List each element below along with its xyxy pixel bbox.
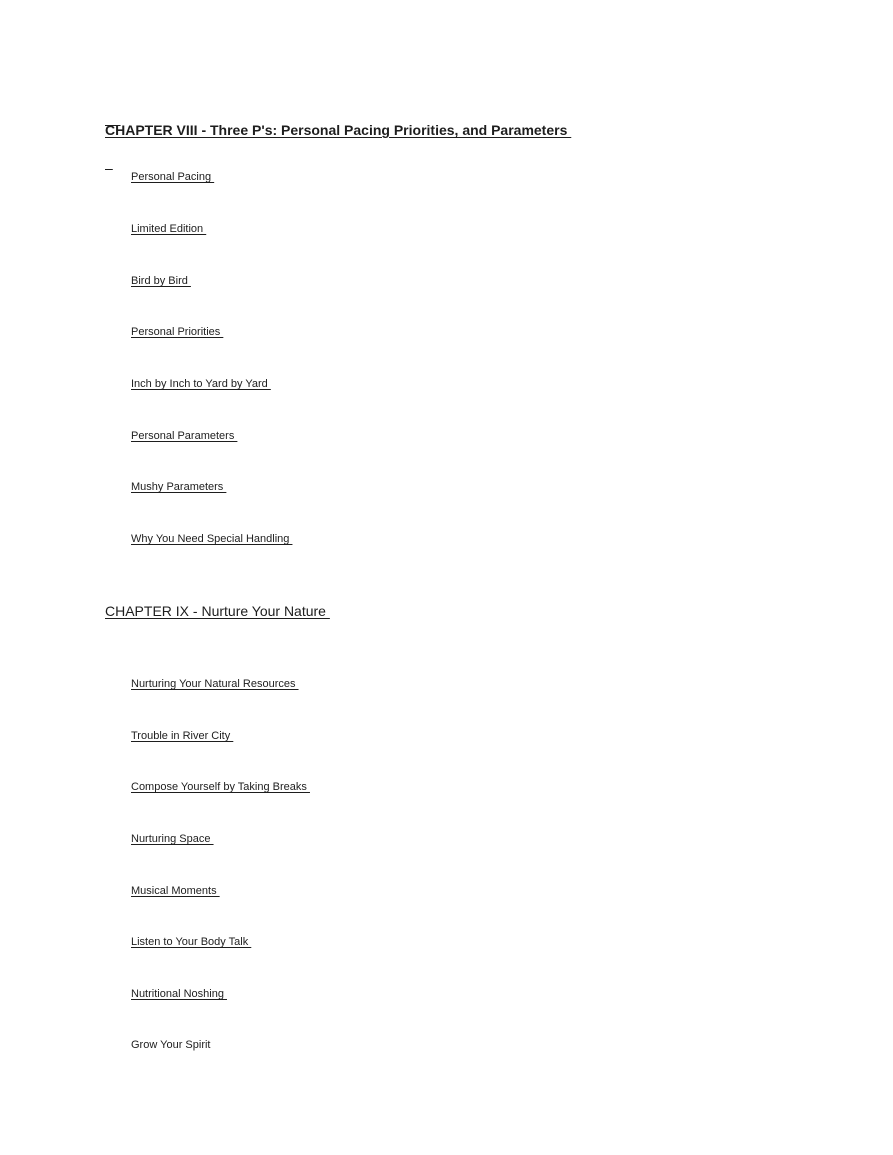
- toc-entry-inch-by-inch[interactable]: Inch by Inch to Yard by Yard: [131, 378, 271, 390]
- toc-entry-personal-priorities[interactable]: Personal Priorities: [131, 326, 224, 338]
- toc-entry-nutritional-noshing[interactable]: Nutritional Noshing: [131, 988, 227, 1000]
- toc-entry-special-handling[interactable]: Why You Need Special Handling: [131, 533, 293, 545]
- toc-entry-personal-pacing[interactable]: Personal Pacing: [131, 171, 215, 183]
- toc-entry-compose-yourself[interactable]: Compose Yourself by Taking Breaks: [131, 781, 310, 793]
- toc-entry-grow-your-spirit[interactable]: Grow Your Spirit: [131, 1039, 211, 1051]
- chapter-viii-title: CHAPTER VIII - Three P's: Personal Pacing Priorities, and Parameters: [105, 122, 572, 138]
- chapter-ix-link[interactable]: CHAPTER IX - Nurture Your Nature: [105, 603, 330, 619]
- toc-entry-mushy-parameters[interactable]: Mushy Parameters: [131, 481, 227, 493]
- toc-entry-musical-moments[interactable]: Musical Moments: [131, 885, 220, 897]
- toc-entry-trouble-river-city[interactable]: Trouble in River City: [131, 730, 234, 742]
- toc-entry-personal-parameters[interactable]: Personal Parameters: [131, 430, 238, 442]
- toc-entry-bird-by-bird[interactable]: Bird by Bird: [131, 275, 191, 287]
- toc-entry-natural-resources[interactable]: Nurturing Your Natural Resources: [131, 678, 299, 690]
- toc-entry-nurturing-space[interactable]: Nurturing Space: [131, 833, 214, 845]
- toc-entry-body-talk[interactable]: Listen to Your Body Talk: [131, 936, 252, 948]
- chapter-viii-link[interactable]: [105, 94, 572, 138]
- toc-entry-limited-edition[interactable]: Limited Edition: [131, 223, 207, 235]
